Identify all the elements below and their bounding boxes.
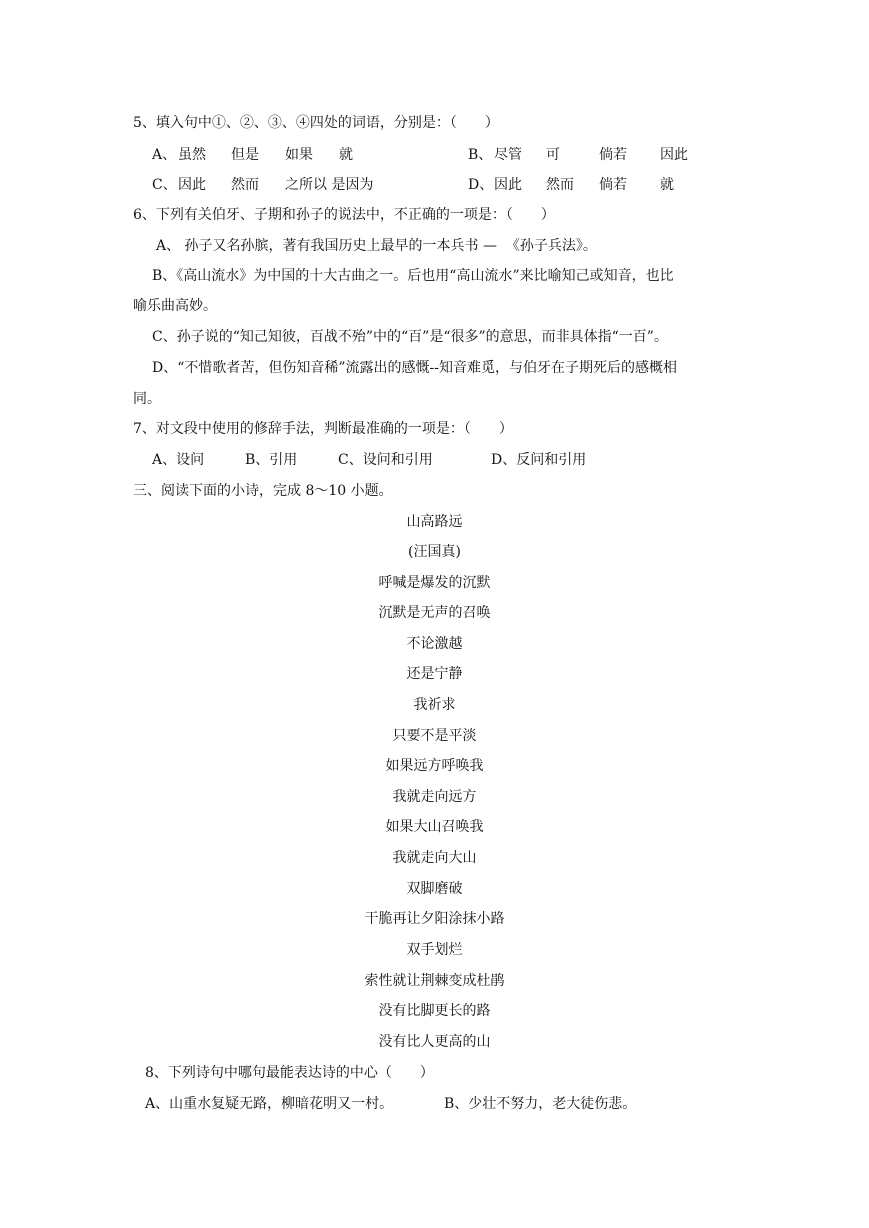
- option-word: 倘若: [599, 177, 627, 193]
- question-7-option-d: D、反问和引用: [491, 452, 587, 468]
- option-word: 因此: [494, 177, 522, 193]
- option-letter: A、: [152, 147, 177, 163]
- question-6-option-d-line2: 同。: [133, 391, 161, 407]
- poem-line: 如果远方呼唤我: [385, 758, 484, 774]
- poem-line: 双手划烂: [406, 942, 463, 958]
- option-letter: B、: [468, 147, 493, 163]
- question-6-option-c: C、孙子说的“知己知彼，百战不殆”中的“百”是“很多”的意思，而非具体指“一百”。: [152, 329, 668, 345]
- poem-line: 我就走向远方: [392, 789, 477, 805]
- option-letter: D、: [468, 177, 494, 193]
- poem-line: 没有比人更高的山: [378, 1034, 491, 1050]
- poem-line: 沉默是无声的召唤: [378, 605, 491, 621]
- question-6-option-d-line1: D、“不惜歌者苦，但伤知音稀”流露出的感慨--知音难觅，与伯牙在子期死后的感概相: [152, 360, 677, 376]
- poem-line: 我祈求: [413, 697, 456, 713]
- poem-line: 如果大山召唤我: [385, 819, 484, 835]
- section-3-heading: 三、阅读下面的小诗，完成 8～10 小题。: [133, 483, 393, 499]
- question-7-option-b: B、引用: [245, 452, 298, 468]
- option-word: 如果: [285, 147, 313, 163]
- poem-line: 还是宁静: [406, 666, 463, 682]
- option-word: 之所以 是因为: [285, 177, 374, 193]
- poem-line: 索性就让荆棘变成杜鹃: [364, 973, 505, 989]
- option-word: 就: [339, 147, 353, 163]
- question-6-option-b-line2: 喻乐曲高妙。: [133, 298, 217, 314]
- option-word: 倘若: [599, 147, 627, 163]
- poem-line: 干脆再让夕阳涂抹小路: [364, 911, 505, 927]
- poem-line: 双脚磨破: [406, 881, 463, 897]
- question-8-option-a: A、山重水复疑无路，柳暗花明又一村。: [145, 1096, 394, 1112]
- question-6-option-b-line1: B、《高山流水》为中国的十大古曲之一。后也用“高山流水”来比喻知己或知音，也比: [152, 268, 674, 284]
- question-6-option-a: A、 孙子又名孙膑，著有我国历史上最早的一本兵书 — 《孙子兵法》。: [156, 238, 597, 254]
- option-word: 因此: [178, 177, 206, 193]
- poem-line: 我就走向大山: [392, 850, 477, 866]
- poem-line: 不论激越: [406, 636, 463, 652]
- option-word: 尽管: [494, 147, 522, 163]
- question-6-stem: 6、下列有关伯牙、子期和孙子的说法中，不正确的一项是：（ ）: [133, 207, 555, 223]
- option-word: 可: [546, 147, 560, 163]
- option-word: 然而: [546, 177, 574, 193]
- question-8-stem: 8、下列诗句中哪句最能表达诗的中心（ ）: [145, 1065, 434, 1081]
- option-word: 但是: [231, 147, 259, 163]
- question-5-stem: 5、填入句中①、②、③、④四处的词语，分别是：（ ）: [133, 115, 499, 131]
- poem-line: 没有比脚更长的路: [378, 1003, 491, 1019]
- question-7-option-c: C、设问和引用: [338, 452, 433, 468]
- poem-author: (汪国真): [408, 544, 461, 560]
- question-7-option-a: A、设问: [152, 452, 205, 468]
- question-7-stem: 7、对文段中使用的修辞手法，判断最准确的一项是：（ ）: [133, 421, 513, 437]
- poem-line: 呼喊是爆发的沉默: [378, 575, 491, 591]
- option-word: 因此: [660, 147, 688, 163]
- question-8-option-b: B、少壮不努力，老大徒伤悲。: [444, 1096, 637, 1112]
- option-letter: C、: [152, 177, 177, 193]
- poem-line: 只要不是平淡: [392, 728, 477, 744]
- option-word: 虽然: [178, 147, 206, 163]
- poem-title: 山高路远: [406, 514, 463, 530]
- option-word: 就: [660, 177, 674, 193]
- option-word: 然而: [231, 177, 259, 193]
